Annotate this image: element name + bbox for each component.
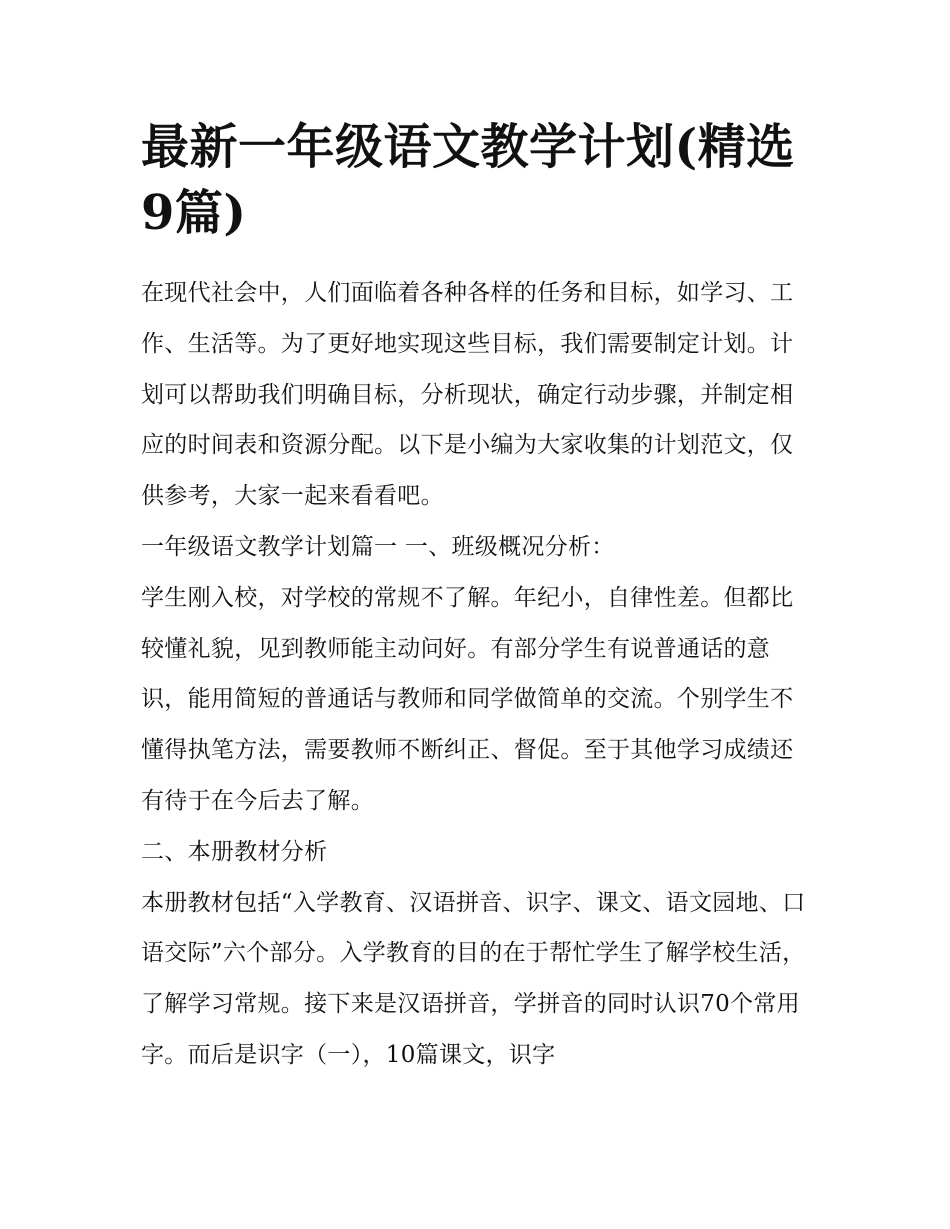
document-content — [141, 114, 813, 1081]
textbook-analysis-paragraph: 本册教材包括“入学教育、汉语拼音、识字、课文、语文园地、口语交际”六个部分。入学教育的目的在于帮忙学生了解学校生活，了解学习常规。接下来是汉语拼音，学拼音的同时认识70个常用字。而后是识字（一），10篇课文，识字 — [141, 889, 806, 1068]
intro-paragraph: 在现代社会中，人们面临着各种各样的任务和目标，如学习、工作、生活等。为了更好地实现这些目标，我们需要制定计划。计划可以帮助我们明确目标，分析现状，确定行动步骤，并制定相应的时间表和资源分配。以下是小编为大家收集的计划范文，仅供参考，大家一起来看看吧。 — [141, 280, 794, 510]
section-heading-class-overview: 一年级语文教学计划篇一 一、班级概况分析： — [141, 533, 615, 560]
document-title: 最新一年级语文教学计划(精选9篇) — [141, 119, 795, 241]
section-heading-textbook-analysis: 二、本册教材分析 — [141, 838, 328, 865]
class-overview-paragraph: 学生刚入校，对学校的常规不了解。年纪小，自律性差。但都比较懂礼貌，见到教师能主动问好。有部分学生有说普通话的意识，能用简短的普通话与教师和同学做简单的交流。个别学生不懂得执笔方法，需要教师不断纠正、督促。至于其他学习成绩还有待于在今后去了解。 — [141, 584, 794, 814]
document-body — [141, 268, 813, 1081]
